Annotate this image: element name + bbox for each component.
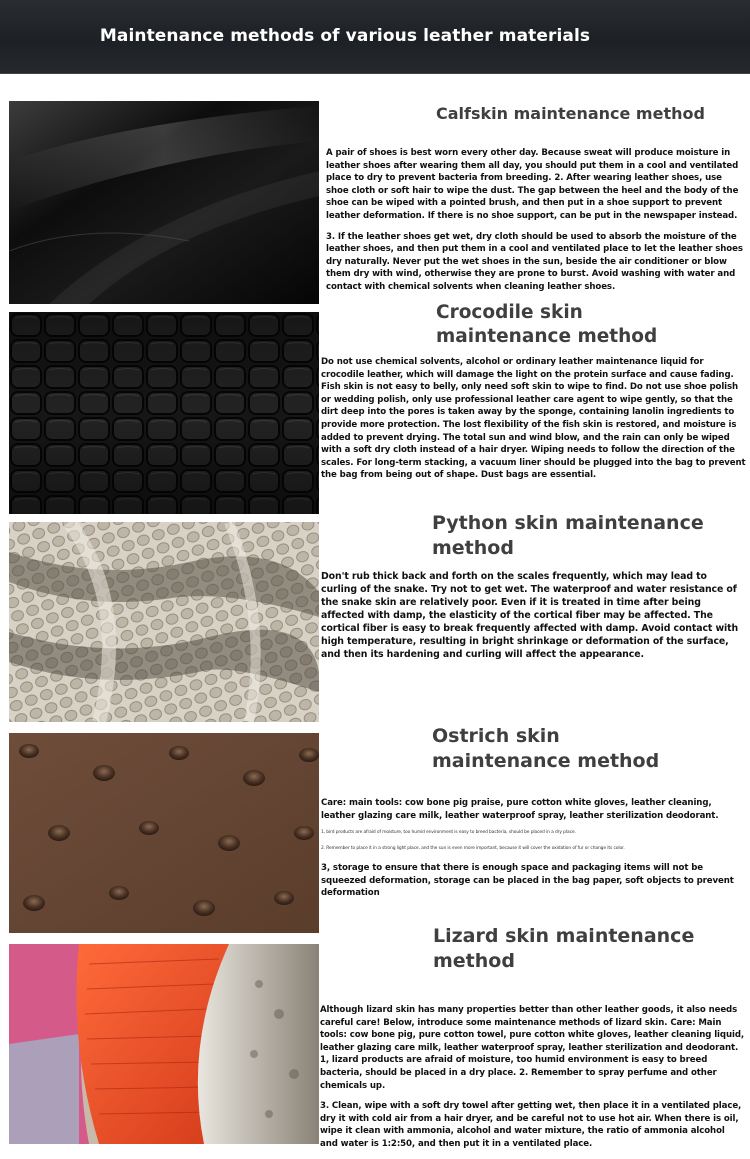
lizard-text xyxy=(320,1004,745,1159)
ostrich-heading-line2: maintenance method xyxy=(432,750,660,772)
python-heading-line2: method xyxy=(432,537,514,559)
ostrich-heading xyxy=(432,724,659,774)
ostrich-text xyxy=(321,797,739,908)
crocodile-paragraph-1: Do not use chemical solvents, alcohol or ordinary leather maintenance liquid for crocodile leather, which will damage the light on the protein surface and cause fading. Fish skin is not easy to belly, only need soft skin to wipe to find. Do not use shoe polish or wedding polish, only use professional leather care agent to wipe gently, so that the dirt deep into the pores is taken away by the sponge, containing lanolin ingredients to provide more protection. The lost flexibility of the fish skin is restored, and moisture is added to prevent drying. The total sun and wind blow, and the rain can only be wiped with a soft dry cloth instead of a hair dryer. Wiping needs to follow the direction of the scales. For long-term stacking, a vacuum liner should be plugged into the bag to prevent the bag from being out of shape. Dust bags are essential. xyxy=(321,357,746,481)
crocodile-text xyxy=(321,356,749,490)
crocodile-heading-line2: maintenance method xyxy=(436,326,658,347)
lizard-heading-line1: Lizard skin maintenance xyxy=(433,925,695,947)
ostrich-small-note-2: 2. Remember to place it in a strong light place, and the sun is even more important, because it will cover the oxidation of fur or change its color. xyxy=(321,846,625,852)
lizard-heading xyxy=(433,924,694,974)
ostrich-heading-line1: Ostrich skin xyxy=(432,725,560,747)
ostrich-paragraph-2: 3, storage to ensure that there is enough space and packaging items will not be squeezed deformation, storage can be placed in the bag paper, soft objects to prevent deformation xyxy=(321,863,734,899)
python-heading-line1: Python skin maintenance xyxy=(432,512,704,534)
lizard-paragraph-2: 3. Clean, wipe with a soft dry towel after getting wet, then place it in a ventilated place, dry it with cold air from a hair dryer, and be careful not to use hot air. When there is oil, wipe it clean with ammonia, alcohol and water mixture, the ratio of ammonia alcohol and water is 1:2:50, and then put it in a ventilated place. xyxy=(320,1101,742,1149)
python-paragraph-1: Don't rub thick back and forth on the scales frequently, which may lead to curling of the snake. Try not to get wet. The waterproof and water resistance of the snake skin are relatively poor. Even if it is treated in time after being affected with damp, the elasticity of the cortical fiber may be affected. The cortical fiber is easy to break frequently affected with damp. Avoid contact with high temperature, resulting in bright shrinkage or deformation of the surface, and then its hardening and curling will affect the appearance. xyxy=(321,571,739,660)
calfskin-heading: Calfskin maintenance method xyxy=(436,104,705,123)
page-header xyxy=(0,0,750,74)
calfskin-paragraph-2: 3. If the leather shoes get wet, dry cloth should be used to absorb the moisture of the leather shoes, and then put them in a cool and ventilated place to let the leather shoes dry naturally. Never put the wet shoes in the sun, beside the air conditioner or blow them dry with wind, otherwise they are prone to burst. Avoid washing with water and contact with chemical solvents when cleaning leather shoes. xyxy=(326,231,743,292)
page-title: Maintenance methods of various leather materials xyxy=(99,26,591,46)
python-image xyxy=(9,522,319,722)
lizard-paragraph-1: Although lizard skin has many properties better than other leather goods, it also needs careful care! Below, introduce some maintenance methods of lizard skin. Care: Main tools: cow bone pig, pure cotton towel, pure cotton white gloves, leather cleaning liquid, leather glazing care milk, leather waterproof spray, leather sterilization and deodorant. 1, lizard products are afraid of moisture, too humid environment is easy to breed bacteria, should be placed in a dry place. 2. Remember to spray perfume and other chemicals up. xyxy=(320,1005,745,1091)
ostrich-small-note-1: 1, bird products are afraid of moisture, too humid environment is easy to breed bacteria, should be placed in a dry place. xyxy=(321,830,576,836)
ostrich-image xyxy=(9,733,319,933)
lizard-heading-line2: method xyxy=(433,950,515,972)
calfskin-paragraph-1: A pair of shoes is best worn every other day. Because sweat will produce moisture in leather shoes after wearing them all day, you should put them in a cool and ventilated place to dry to prevent bacteria from breeding. 2. After wearing leather shoes, use shoe cloth or soft hair to wipe the dust. The gap between the heel and the body of the shoe can be wiped with a pointed brush, and then put in a shoe support to prevent leather deformation. If there is no shoe support, can be put in the newspaper instead. xyxy=(326,148,739,221)
crocodile-image xyxy=(9,312,319,514)
crocodile-heading-line1: Crocodile skin xyxy=(436,302,583,323)
crocodile-heading xyxy=(436,301,657,349)
lizard-image xyxy=(9,944,319,1144)
ostrich-paragraph-1: Care: main tools: cow bone pig praise, pure cotton white gloves, leather cleaning, leather glazing care milk, leather waterproof spray, leather sterilization deodorant. xyxy=(321,798,719,821)
calfskin-image xyxy=(9,101,319,304)
python-heading xyxy=(432,511,704,561)
calfskin-text xyxy=(326,147,746,302)
python-text xyxy=(321,570,741,669)
